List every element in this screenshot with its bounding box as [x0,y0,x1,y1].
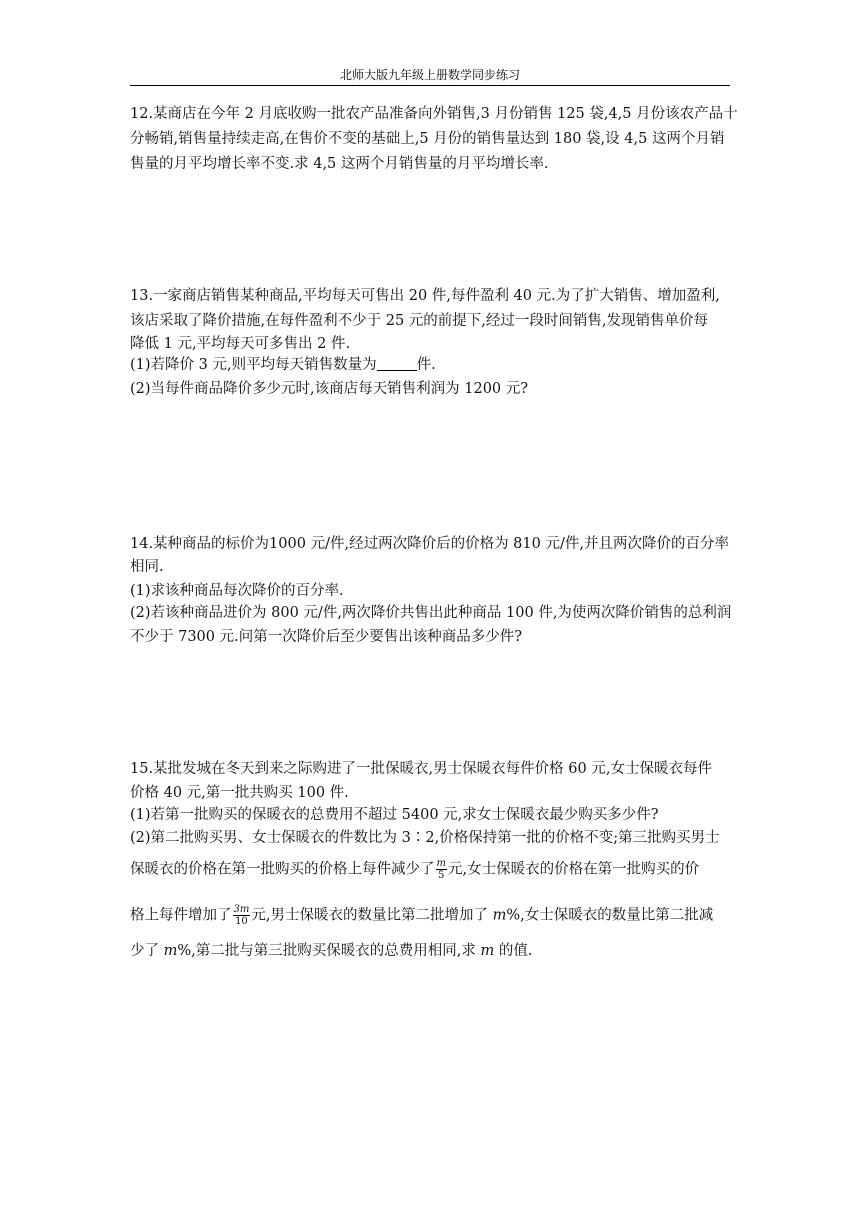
fraction-numerator: 3m [233,904,250,915]
variable-m: m [163,943,178,959]
problem-13-line-3: 降低 1 元,平均每天可多售出 2 件. [130,336,351,352]
header-divider [130,85,730,86]
problem-15-line-7 [130,941,730,961]
problem-14-line-5: 不少于 7300 元.问第一次降价后至少要售出该种商品多少件? [130,629,523,645]
variable-m: m [480,943,495,959]
line6-before: 格上每件增加了 [130,907,232,924]
problem-13-line-2: 该店采取了降价措施,在每件盈利不少于 25 元的前提下,经过一段时间销售,发现销售单价每 [130,313,708,329]
problem-15-line-1: 15.某批发城在冬天到来之际购进了一批保暖衣,男士保暖衣每件价格 60 元,女士保暖衣每件 [130,761,712,777]
line6-after: 元,男士保暖衣的数量比第二批增加了 [251,907,493,924]
q1-text-before: (1)若降价 3 元,则平均每天销售数量为 [130,357,377,373]
page-header-title: 北师大版九年级上册数学同步练习 [339,68,520,82]
line7-before: 少了 [130,943,164,959]
problem-12-line-3: 售量的月平均增长率不变.求 4,5 这两个月销售量的月平均增长率. [130,156,549,172]
problem-15-line-2: 价格 40 元,第一批共购买 100 件. [130,785,349,801]
line5-before: 保暖衣的价格在第一批购买的价格上每件减少了 [130,861,435,878]
fraction-numerator: m [436,858,446,869]
fraction-denominator: 10 [235,916,248,927]
fraction-m-over-5 [436,858,447,881]
line7-mid: %,第二批与第三批购买保暖衣的总费用相同,求 [177,943,481,959]
problem-13-line-1: 13.一家商店销售某种商品,平均每天可售出 20 件,每件盈利 40 元.为了扩大销售、增加盈利, [130,288,720,304]
problem-13-question-1 [130,355,730,375]
fraction-denominator: 5 [438,870,445,881]
variable-m: m [492,907,507,924]
line6-tail: %,女士保暖衣的数量比第二批减 [506,907,714,924]
problem-15-question-1: (1)若第一批购买的保暖衣的总费用不超过 5400 元,求女士保暖衣最少购买多少件? [130,807,659,823]
problem-14-line-2: 相同. [130,559,164,575]
answer-blank [377,356,417,371]
line5-after: 元,女士保暖衣的价格在第一批购买的价 [447,861,700,878]
line7-after: 的值. [494,943,533,959]
problem-14-question-2: (2)若该种商品进价为 800 元/件,两次降价共售出此种商品 100 件,为使两次降价销售的总利润 [130,605,732,621]
problem-13-question-2: (2)当每件商品降价多少元时,该商店每天销售利润为 1200 元? [130,381,529,397]
problem-14-question-1: (1)求该种商品每次降价的百分率. [130,583,344,599]
problem-15-line-6 [130,904,730,927]
problem-14-line-1: 14.某种商品的标价为1000 元/件,经过两次降价后的价格为 810 元/件,并且两次降价的百分率 [130,536,729,552]
fraction-3m-over-10 [233,904,251,927]
problem-15-line-5 [130,858,730,881]
problem-15-question-2: (2)第二批购买男、女士保暖衣的件数比为 3∶2,价格保持第一批的价格不变;第三批购买男士 [130,830,720,846]
problem-12-line-1: 12.某商店在今年 2 月底收购一批农产品准备向外销售,3 月份销售 125 袋,4,5 月份该农产品十 [130,106,738,122]
q1-text-after: 件. [416,357,436,373]
problem-12-line-2: 分畅销,销售量持续走高,在售价不变的基础上,5 月份的销售量达到 180 袋,设 4,5 这两个月销 [130,131,725,147]
